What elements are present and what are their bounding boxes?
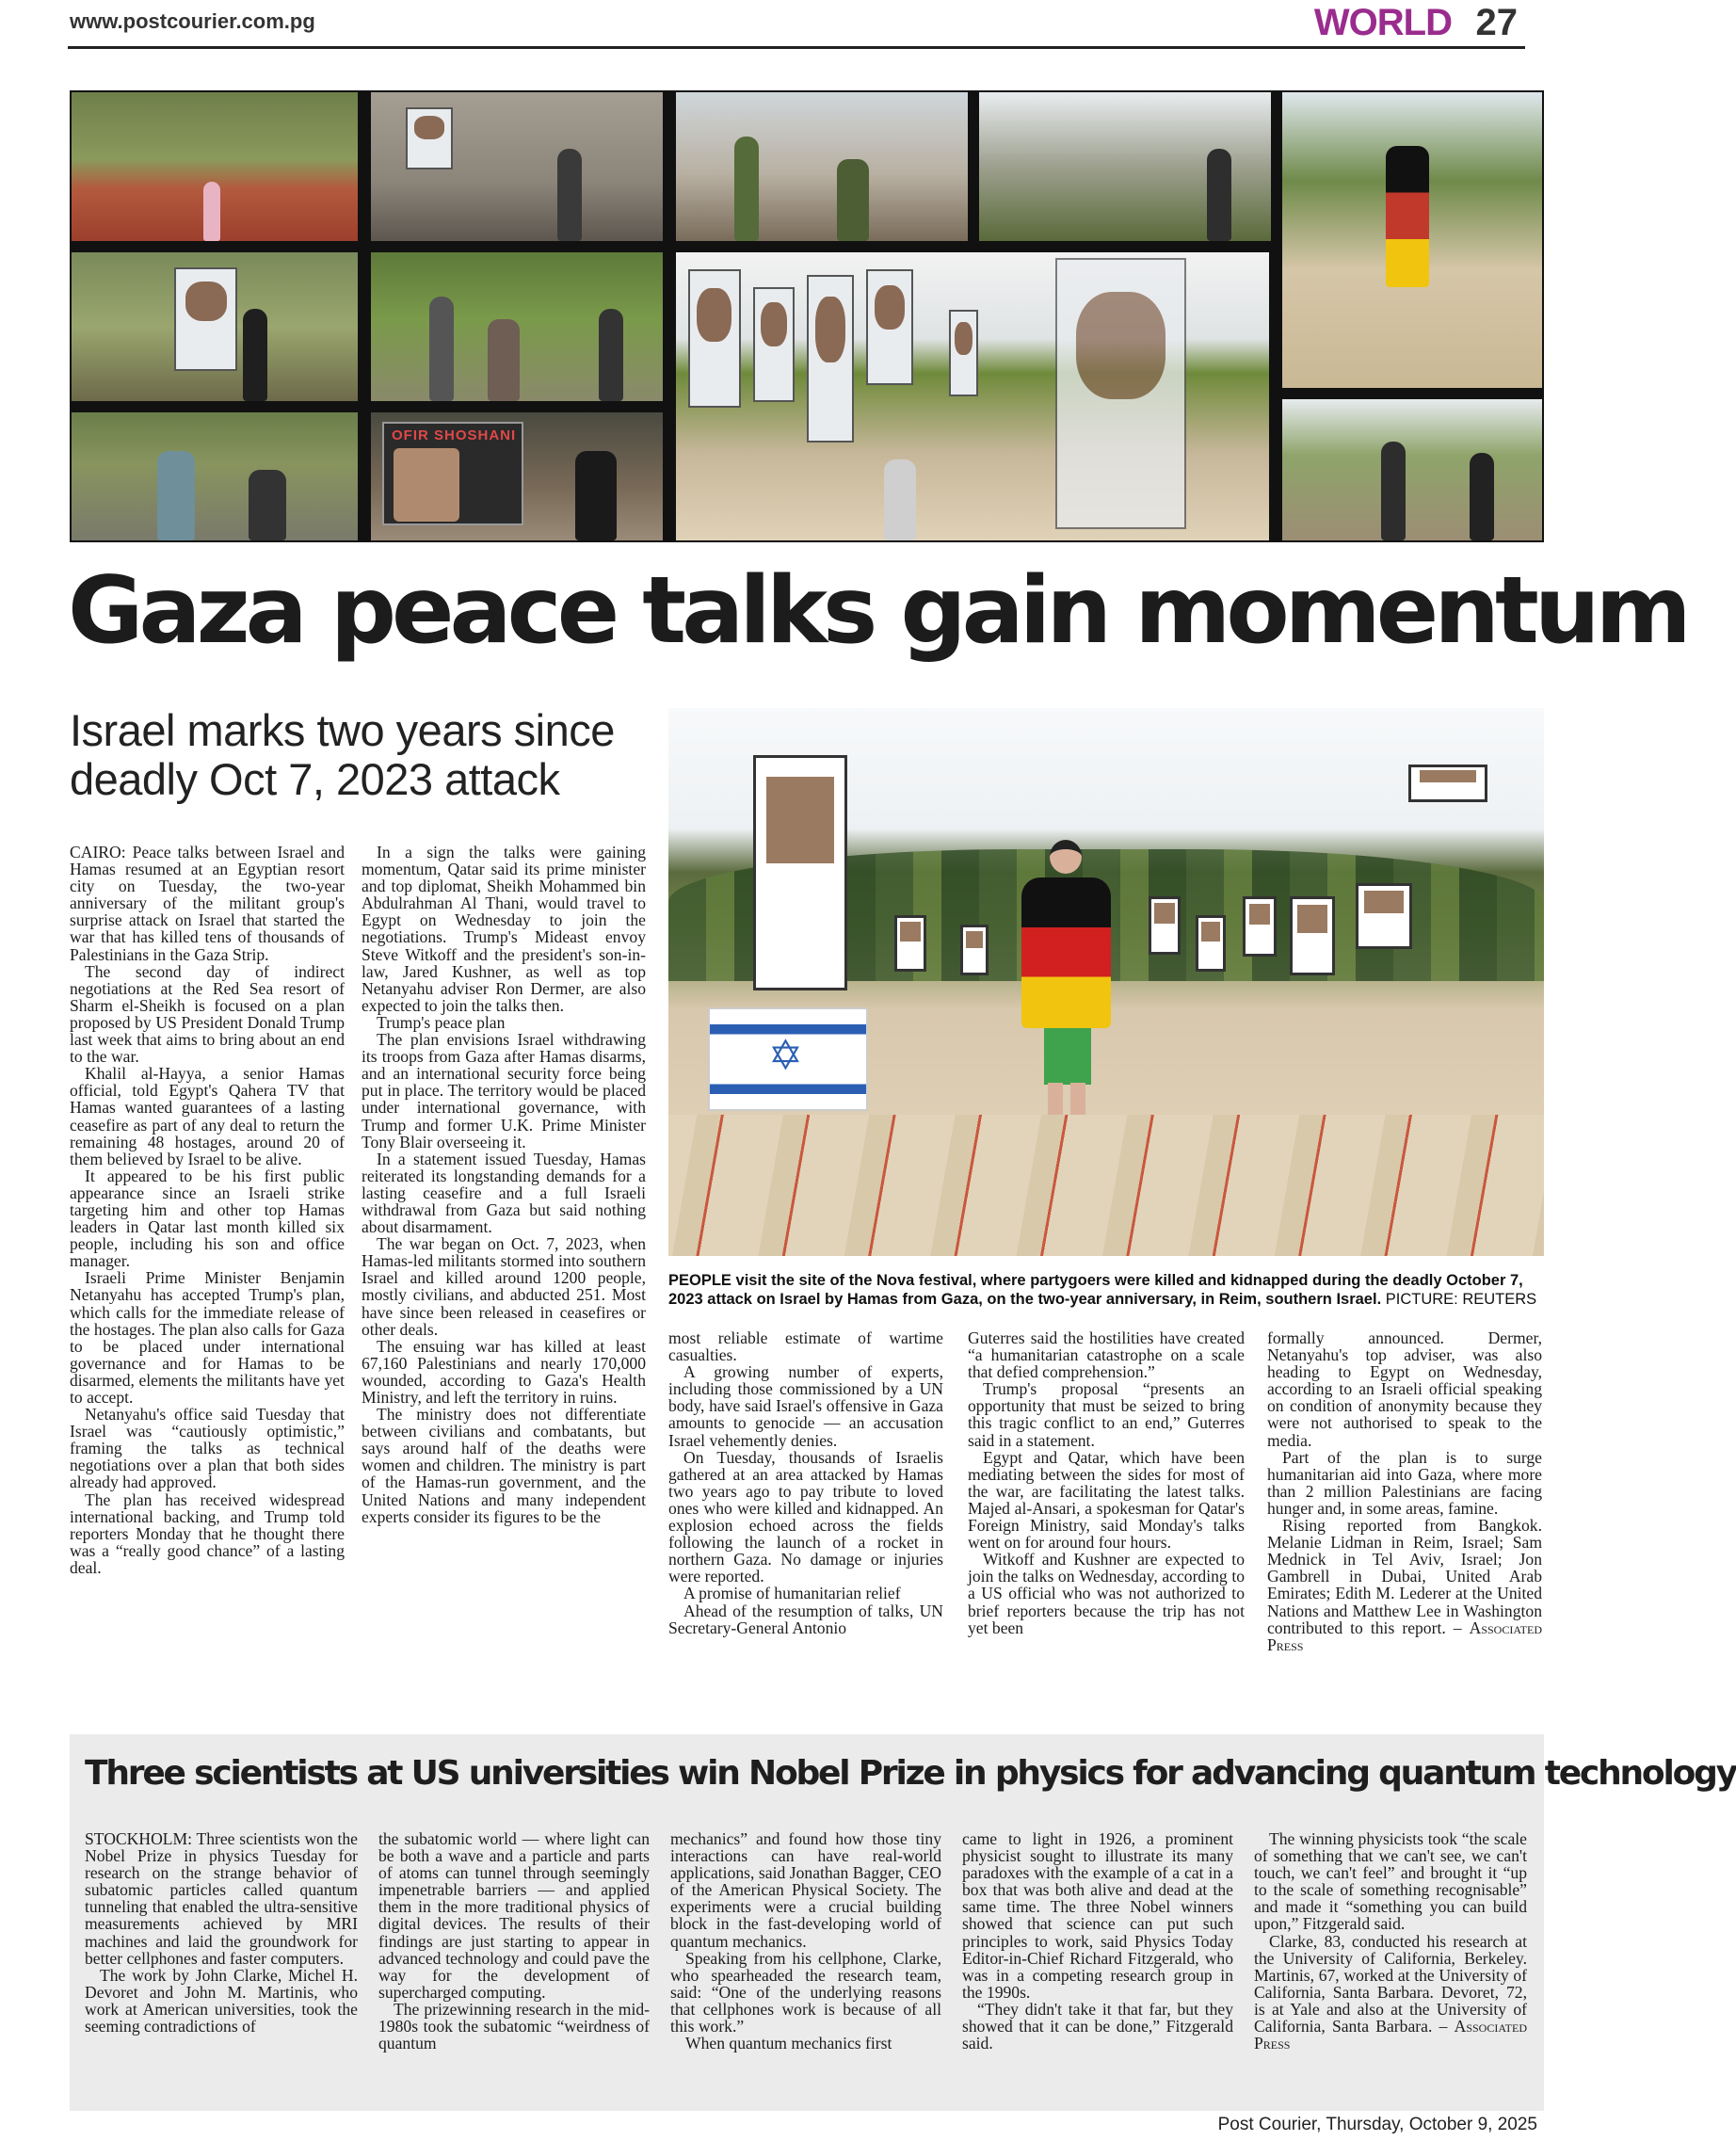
article-paragraph: It appeared to be his first public appearance since an Israeli strike targeting him and other top Hamas leaders in Qatar last month killed six people, including his son and office manager. — [70, 1166, 345, 1271]
collage-photo-ofir-shoshani-memorial — [369, 410, 665, 542]
article-column-2 — [362, 844, 646, 1525]
nobel-story-headline: Three scientists at US universities win Nobel Prize in physics for advancing quantum technology — [85, 1754, 1736, 1793]
collage-photo-grieving-family — [70, 410, 360, 542]
article-byline: Associated Press — [1267, 1618, 1543, 1654]
article-crosshead: Trump's peace plan — [377, 1012, 506, 1032]
nobel-paragraph: Clarke, 83, conducted his research at the University of California, Berkeley. Martinis, 67, worked at the University of California, Santa Barbara. Devoret, 72, is at Yale and also at the University of California, Santa Barbara. – — [1254, 1931, 1527, 2036]
nobel-column-5 — [1254, 1830, 1527, 2052]
nobel-byline: Associated Press — [1254, 2017, 1527, 2053]
main-photo-nova-festival-site: ✡ — [668, 708, 1544, 1256]
caption-credit: PICTURE: REUTERS — [1385, 1291, 1537, 1308]
nobel-column-2 — [378, 1830, 650, 2052]
collage-photo-forest-path — [70, 90, 360, 243]
photo-collage — [70, 90, 1544, 542]
article-paragraph: The plan has received widespread international backing, and Trump told reporters Monday that he thought there was a “really good chance” of a lasting deal. — [70, 1489, 345, 1577]
collage-photo-tree-portrait — [70, 250, 360, 403]
collage-photo-soldiers-visit — [674, 90, 970, 243]
article-paragraph: The second day of indirect negotiations at the Red Sea resort of Sharm el-Sheikh is focused on a plan proposed by US President Donald Trump last week that aims to bring about an end to the war. — [70, 961, 345, 1067]
caption-text: PEOPLE visit the site of the Nova festival, where partygoers were killed and kidnapped during the deadly October 7, 2023 attack on Israel by Hamas from Gaza, on the two-year anniversary, in Reim, southern Israel. — [668, 1272, 1523, 1308]
nobel-column-3 — [670, 1830, 941, 2052]
photo-caption — [668, 1271, 1544, 1309]
page-footer: Post Courier, Thursday, October 9, 2025 — [1217, 2115, 1537, 2134]
article-paragraph: On Tuesday, thousands of Israelis gathered at an area attacked by Hamas two years ago to pay tribute to loved ones who were killed and kidnapped. An explosion echoed across the fields following the launch of a rocket in northern Gaza. No damage or injuries were reported. — [668, 1447, 943, 1586]
article-paragraph: In a sign the talks were gaining momentum, Qatar said its prime minister and top diplomat, Sheikh Mohammed bin Abdulrahman Al Thani, would travel to Egypt on Wednesday to join the negotiations. Trump's Mideast envoy Steve Witkoff and the president's son-in-law, Jared Kushner, as well as top Netanyahu adviser Ron Dermer, are also expected to join the talks then. — [362, 843, 646, 1015]
article-paragraph: Rising reported from Bangkok. Melanie Lidman in Reim, Israel; Sam Mednick in Tel Aviv, Israel; Jon Gambrell in Dubai, United Arab Emirates; Edith M. Lederer at the United Nations and Matthew Lee in Washington contributed to this report. – — [1267, 1516, 1542, 1637]
article-paragraph: Netanyahu's office said Tuesday that Israel was “cautiously optimistic,” framing the talks as technical negotiations over a plan that both sides already had approved. — [70, 1405, 345, 1492]
article-paragraph: formally announced. Dermer, Netanyahu's top adviser, was also heading to Egypt on Wednesday, according to an Israeli official speaking on condition of anonymity because they were not authorised to speak to the media. — [1267, 1328, 1542, 1450]
page-header — [68, 0, 1525, 49]
article-paragraph: Egypt and Qatar, which have been mediating between the sides for most of the war, are facilitating the latest talks. Majed al-Ansari, a spokesman for Qatar's Foreign Ministry, said Monday's talks went on for around four hours. — [968, 1447, 1245, 1553]
nobel-paragraph: The prizewinning research in the mid-1980s took the subatomic “weirdness of quantum — [378, 1999, 650, 2053]
collage-photo-memorial-wall — [977, 90, 1273, 243]
collage-photo-portrait-posts — [674, 250, 1271, 542]
nobel-paragraph: When quantum mechanics first — [685, 2034, 892, 2053]
article-column-4 — [968, 1329, 1245, 1636]
section-label: WORLD — [1313, 2, 1452, 43]
nobel-paragraph: The winning physicists took “the scale of something that we can't see, we can't touch, we can't feel” and brought it “up to the scale of something recognisable” and made it “something you can build upon,” Fitzgerald said. — [1254, 1829, 1527, 1934]
collage-photo-memorial-gathering — [1280, 397, 1544, 542]
subheadline: Israel marks two years since deadly Oct 7, 2023 attack — [70, 705, 615, 804]
article-paragraph: A growing number of experts, including those commissioned by a UN body, have said Israel's offensive in Gaza amounts to genocide — an accusation Israel vehemently denies. — [668, 1362, 943, 1450]
article-paragraph: Ahead of the resumption of talks, UN Secretary-General Antonio — [668, 1601, 943, 1637]
nobel-paragraph: Speaking from his cellphone, Clarke, who spearheaded the research team, said: “One of the underlying reasons that cellphones work is because of all this work.” — [670, 1948, 941, 2036]
nobel-paragraph: “They didn't take it that far, but they showed that it can be done,” Fitzgerald said. — [962, 1999, 1233, 2053]
page-number: 27 — [1475, 2, 1518, 43]
collage-photo-flag-visitor — [1280, 90, 1544, 390]
nobel-column-4 — [962, 1830, 1233, 2052]
article-column-5 — [1267, 1329, 1542, 1653]
article-paragraph: The war began on Oct. 7, 2023, when Hamas-led militants stormed into southern Israel and killed around 1200 people, mostly civilians, and abducted 251. Most have since been released in ceasefires or other deals. — [362, 1234, 646, 1339]
article-column-1 — [70, 844, 345, 1576]
article-paragraph: Guterres said the hostilities have created “a humanitarian catastrophe on a scale that defied comprehension.” — [968, 1328, 1245, 1382]
article-paragraph: Trump's proposal “presents an opportunity that must be seized to bring this tragic conflict to an end,” Guterres said in a statement. — [968, 1379, 1245, 1450]
nobel-paragraph: The work by John Clarke, Michel H. Devoret and John M. Martinis, who work at American universities, took the seeming contradictions of — [85, 1965, 358, 2036]
nobel-paragraph: came to light in 1926, a prominent physicist sought to illustrate its many paradoxes with the example of a cat in a box that was both alive and dead at the same time. The three Nobel winners showed that science can put such principles to work, said Physics Today Editor-in-Chief Richard Fitzgerald, who was in a competing research group in the 1990s. — [962, 1829, 1233, 2002]
nobel-paragraph: mechanics” and found how those tiny interactions can have real-world applications, said Jonathan Bagger, CEO of the American Physical Society. The experiments were a crucial building block in the fast-developing world of quantum mechanics. — [670, 1829, 941, 1951]
collage-photo-burned-house — [369, 90, 665, 243]
article-paragraph: The ensuing war has killed at least 67,160 Palestinians and nearly 170,000 wounded, according to Gaza's Health Ministry, and left the territory in ruins. — [362, 1336, 646, 1407]
nobel-column-1 — [85, 1830, 358, 2035]
article-paragraph: In a statement issued Tuesday, Hamas reiterated its longstanding demands for a lasting ceasefire and a full Israeli withdrawal from Gaza but said nothing about disarmament. — [362, 1149, 646, 1237]
collage-photo-mourners-embrace — [369, 250, 665, 403]
site-url[interactable]: www.postcourier.com.pg — [70, 9, 315, 33]
article-paragraph: Part of the plan is to surge humanitarian aid into Gaza, where more than 2 million Palestinians are facing hunger and, in some areas, famine. — [1267, 1447, 1542, 1518]
article-paragraph: The ministry does not differentiate between civilians and combatants, but says around half of the deaths were women and children. The ministry is part of the Hamas-run government, and the United Nations and many independent experts consider its figures to be the — [362, 1405, 646, 1526]
article-paragraph: Witkoff and Kushner are expected to join the talks on Wednesday, according to a US official who was not authorized to brief reporters because the trip has not yet been — [968, 1550, 1245, 1637]
article-crosshead: A promise of humanitarian relief — [683, 1584, 901, 1603]
article-paragraph: The plan envisions Israel withdrawing its troops from Gaza after Hamas disarms, and an international security force being put in place. The territory would be placed under international governance, with Trump and former U.K. Prime Minister Tony Blair overseeing it. — [362, 1030, 646, 1151]
article-paragraph: Israeli Prime Minister Benjamin Netanyahu has accepted Trump's plan, which calls for the immediate release of the hostages. The plan also calls for Gaza to be placed under international governance and for Hamas to be disarmed, elements the militants have yet to accept. — [70, 1268, 345, 1407]
article-paragraph: CAIRO: Peace talks between Israel and Hamas resumed at an Egyptian resort city on Tuesday, the two-year anniversary of the militant group's surprise attack on Israel that started the war that has killed tens of thousands of Palestinians in the Gaza Strip. — [70, 843, 345, 964]
article-column-3 — [668, 1329, 943, 1636]
article-paragraph: Khalil al-Hayya, a senior Hamas official, told Egypt's Qahera TV that Hamas wanted guarantees of a lasting ceasefire as part of any deal to return the remaining 48 hostages, around 20 of them believed by Israel to be alive. — [70, 1064, 345, 1168]
main-headline: Gaza peace talks gain momentum — [68, 557, 1687, 665]
nobel-paragraph: the subatomic world — where light can be both a wave and a particle and parts of atoms can tunnel through seemingly impenetrable barriers — and applied them in the more traditional physics of digital devices. The results of their findings are just starting to appear in advanced technology and could pave the way for the development of supercharged computing. — [378, 1829, 650, 2002]
nobel-paragraph: STOCKHOLM: Three scientists won the Nobel Prize in physics Tuesday for research on the strange behavior of subatomic particles called quantum tunneling that enabled the ultra-sensitive measurements achieved by MRI machines and laid the groundwork for better cellphones and faster computers. — [85, 1829, 358, 1968]
memorial-sign-name: OFIR SHOSHANI — [392, 427, 517, 443]
article-paragraph: most reliable estimate of wartime casualties. — [668, 1328, 943, 1365]
